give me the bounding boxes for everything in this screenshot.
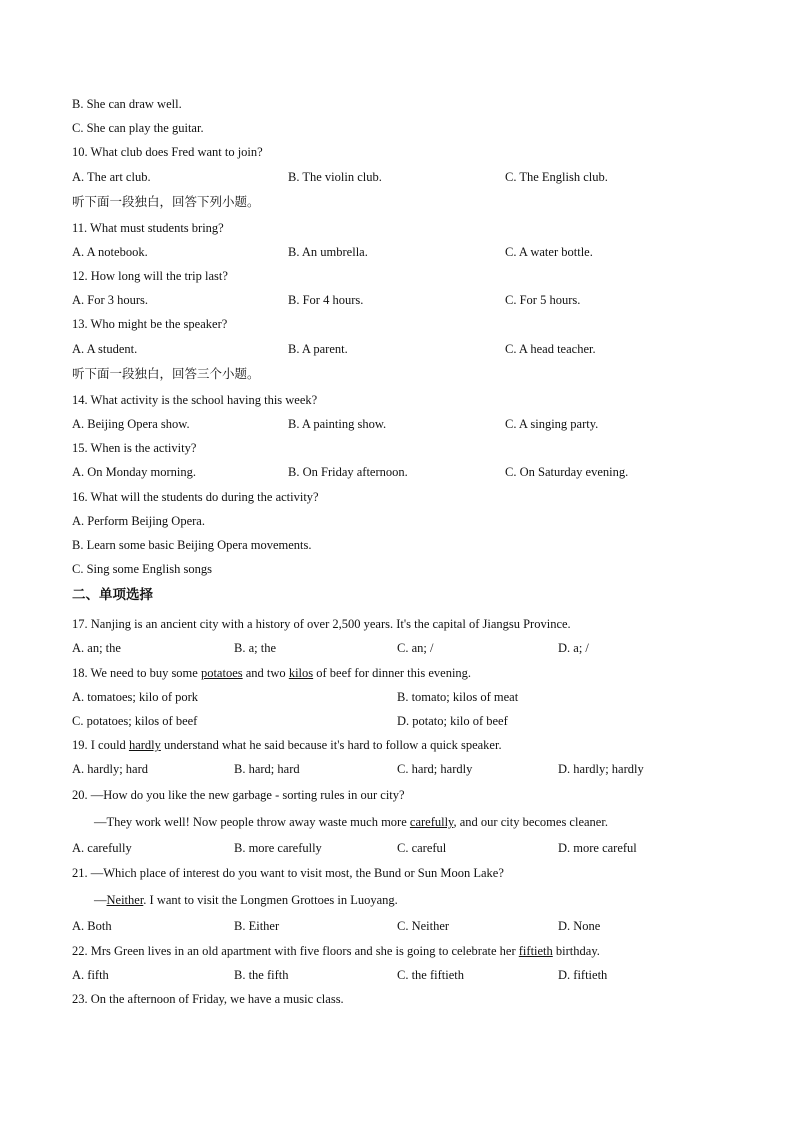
q17-option-a: A. an; the [72, 641, 121, 655]
q21-option-a: A. Both [72, 919, 112, 933]
q17-option-b: B. a; the [234, 641, 277, 655]
q22-option-c: C. the fiftieth [397, 968, 464, 982]
underlined-word: kilos [288, 666, 314, 680]
question-text: 18. We need to buy some [72, 666, 201, 680]
q21-option-b: B. Either [234, 919, 280, 933]
question-16: 16. What will the students do during the activity? [72, 490, 319, 504]
q20-option-d: D. more careful [558, 841, 637, 855]
q18-option-d: D. potato; kilo of beef [397, 714, 508, 728]
question-17: 17. Nanjing is an ancient city with a history of over 2,500 years. It's the capital of Jiangsu Province. [72, 617, 571, 631]
question-23: 23. On the afternoon of Friday, we have a music class. [72, 992, 344, 1006]
q18-option-a: A. tomatoes; kilo of pork [72, 690, 199, 704]
q16-option-c: C. Sing some English songs [72, 562, 212, 576]
q15-option-a: A. On Monday morning. [72, 465, 196, 479]
question-12: 12. How long will the trip last? [72, 269, 228, 283]
q12-option-c: C. For 5 hours. [505, 293, 581, 307]
q19-option-a: A. hardly; hard [72, 762, 149, 776]
q13-option-a: A. A student. [72, 342, 138, 356]
question-20-reply [94, 814, 608, 830]
q14-option-a: A. Beijing Opera show. [72, 417, 190, 431]
question-22 [72, 943, 600, 959]
q11-option-c: C. A water bottle. [505, 245, 593, 259]
underlined-word: hardly [128, 738, 161, 752]
q10-option-c: C. The English club. [505, 170, 608, 184]
q22-option-d: D. fiftieth [558, 968, 608, 982]
q20-option-c: C. careful [397, 841, 447, 855]
q19-option-b: B. hard; hard [234, 762, 300, 776]
question-21: 21. —Which place of interest do you want to visit most, the Bund or Sun Moon Lake? [72, 866, 504, 880]
question-21-reply [94, 892, 398, 908]
q17-option-d: D. a; / [558, 641, 589, 655]
q11-option-b: B. An umbrella. [288, 245, 368, 259]
q12-option-a: A. For 3 hours. [72, 293, 149, 307]
q14-option-b: B. A painting show. [288, 417, 387, 431]
option-line: C. She can play the guitar. [72, 121, 204, 135]
q16-option-b: B. Learn some basic Beijing Opera movements. [72, 538, 312, 552]
question-text: 22. Mrs Green lives in an old apartment with five floors and she is going to celebrate her [72, 944, 519, 958]
q17-option-c: C. an; / [397, 641, 434, 655]
q21-option-d: D. None [558, 919, 601, 933]
underlined-word: potatoes [200, 666, 243, 680]
underlined-word: fiftieth [518, 944, 553, 958]
question-text: of beef for dinner this evening. [313, 666, 472, 680]
question-text: and two [242, 666, 289, 680]
listening-directions: 听下面一段独白，回答三个小题。 [72, 366, 260, 381]
question-15: 15. When is the activity? [72, 441, 197, 455]
q15-option-c: C. On Saturday evening. [505, 465, 629, 479]
question-text: — [94, 893, 107, 907]
question-20: 20. —How do you like the new garbage - sorting rules in our city? [72, 788, 405, 802]
option-line: B. She can draw well. [72, 97, 182, 111]
question-text: , and our city becomes cleaner. [453, 815, 608, 829]
q13-option-b: B. A parent. [288, 342, 348, 356]
question-text: . I want to visit the Longmen Grottoes in Luoyang. [143, 893, 398, 907]
q12-option-b: B. For 4 hours. [288, 293, 364, 307]
question-text: 19. I could [72, 738, 129, 752]
question-10: 10. What club does Fred want to join? [72, 145, 263, 159]
question-14: 14. What activity is the school having this week? [72, 393, 318, 407]
q11-option-a: A. A notebook. [72, 245, 148, 259]
q20-option-a: A. carefully [72, 841, 132, 855]
question-text: birthday. [552, 944, 600, 958]
q19-option-c: C. hard; hardly [397, 762, 473, 776]
q10-option-a: A. The art club. [72, 170, 151, 184]
question-11: 11. What must students bring? [72, 221, 224, 235]
q10-option-b: B. The violin club. [288, 170, 382, 184]
q19-option-d: D. hardly; hardly [558, 762, 644, 776]
q21-option-c: C. Neither [397, 919, 450, 933]
q16-option-a: A. Perform Beijing Opera. [72, 514, 205, 528]
section-heading: 二、单项选择 [72, 587, 153, 603]
question-13: 13. Who might be the speaker? [72, 317, 228, 331]
question-text: understand what he said because it's hard to follow a quick speaker. [160, 738, 502, 752]
q22-option-b: B. the fifth [234, 968, 289, 982]
q18-option-c: C. potatoes; kilos of beef [72, 714, 198, 728]
question-text: —They work well! Now people throw away waste much more [94, 815, 410, 829]
q14-option-c: C. A singing party. [505, 417, 599, 431]
underlined-word: Neither [106, 893, 144, 907]
q22-option-a: A. fifth [72, 968, 109, 982]
listening-directions: 听下面一段独白，回答下列小题。 [72, 194, 260, 209]
question-19 [72, 737, 502, 753]
q13-option-c: C. A head teacher. [505, 342, 596, 356]
q20-option-b: B. more carefully [234, 841, 322, 855]
q18-option-b: B. tomato; kilos of meat [397, 690, 519, 704]
question-18 [72, 665, 471, 681]
underlined-word: carefully [409, 815, 454, 829]
q15-option-b: B. On Friday afternoon. [288, 465, 408, 479]
